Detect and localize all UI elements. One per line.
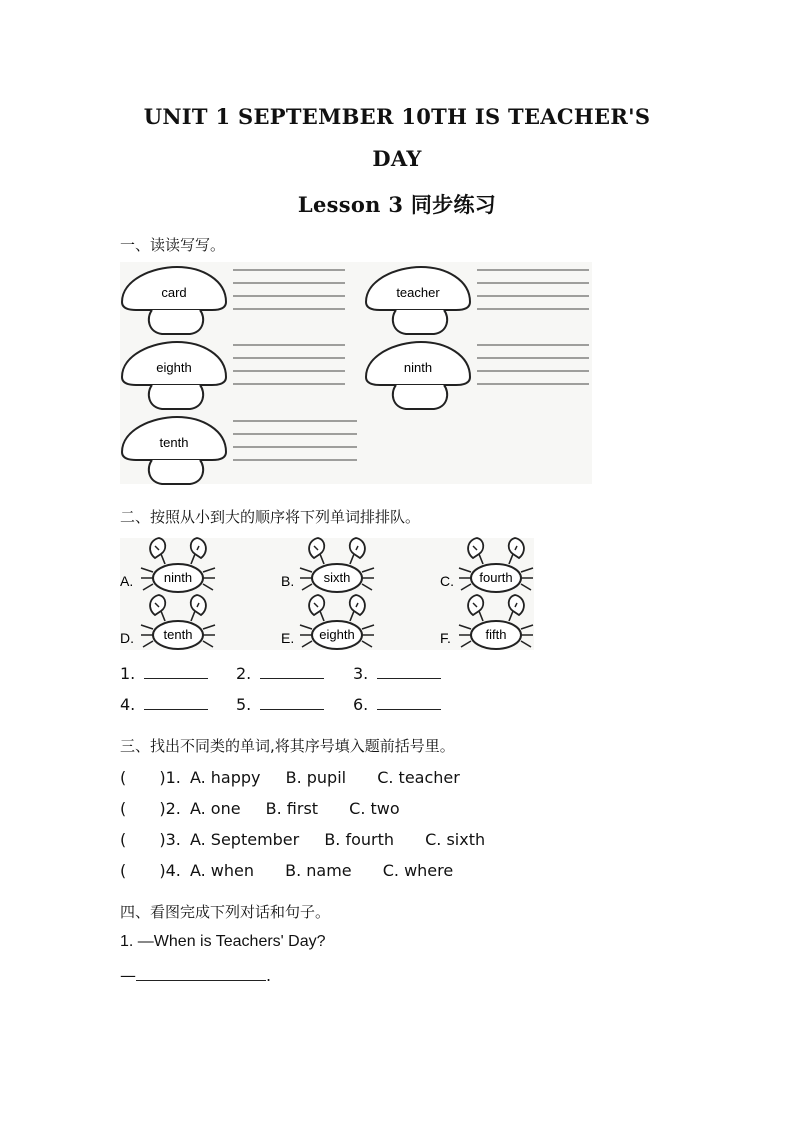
question-1-option-c: C. teacher xyxy=(377,768,460,787)
question-2 xyxy=(120,799,400,818)
question-3-number: )3. xyxy=(159,830,181,849)
answer-blank-3[interactable] xyxy=(377,664,441,679)
answer-row-2 xyxy=(236,664,324,683)
question-4-option-a: A. when xyxy=(189,861,254,880)
answer-label-3: 3. xyxy=(353,664,369,683)
answer-label-4: 4. xyxy=(120,695,136,714)
question-4-option-b: B. name xyxy=(285,861,352,880)
writing-lines-teacher xyxy=(477,270,589,309)
answer-period: . xyxy=(266,966,272,985)
crab-letter-c: C. xyxy=(440,573,454,589)
question-1 xyxy=(120,768,460,787)
crab-word-d: tenth xyxy=(163,627,193,642)
answer-row-6 xyxy=(353,695,441,714)
writing-lines-tenth xyxy=(233,421,357,460)
question-2-option-a: A. one xyxy=(189,799,241,818)
question-4-option-c: C. where xyxy=(382,861,454,880)
answer-dash: — xyxy=(120,966,136,985)
answer-row-4 xyxy=(120,695,208,714)
section-4-heading: 四、看图完成下列对话和句子。 xyxy=(120,903,331,921)
answer-row-5 xyxy=(236,695,324,714)
crab-letter-b: B. xyxy=(281,573,295,589)
question-4-number: )4. xyxy=(159,861,181,880)
question-1-option-a: A. happy xyxy=(189,768,261,787)
question-3-paren: ( xyxy=(120,830,127,849)
section-3-heading: 三、找出不同类的单词,将其序号填入题前括号里。 xyxy=(120,737,455,755)
question-3-option-c: C. sixth xyxy=(425,830,486,849)
crab-letter-f: F. xyxy=(440,630,451,646)
crab-letter-e: E. xyxy=(281,630,295,646)
question-3 xyxy=(120,830,485,849)
mushroom-word-ninth: ninth xyxy=(403,360,433,375)
question-2-paren: ( xyxy=(120,799,127,818)
answer-label-5: 5. xyxy=(236,695,252,714)
crab-word-c: fourth xyxy=(479,570,513,585)
crab-letter-d: D. xyxy=(120,630,134,646)
question-1-paren: ( xyxy=(120,768,127,787)
answer-label-6: 6. xyxy=(353,695,369,714)
answer-blank-4[interactable] xyxy=(144,695,208,710)
writing-lines-eighth xyxy=(233,345,345,384)
mushroom-teacher xyxy=(366,267,470,334)
question-1-option-b: B. pupil xyxy=(285,768,347,787)
lesson-title: Lesson 3 同步练习 xyxy=(297,192,497,217)
title-line-2: DAY xyxy=(372,146,422,171)
crab-word-e: eighth xyxy=(319,627,355,642)
answer-blank-2[interactable] xyxy=(260,664,324,679)
question-3-option-b: B. fourth xyxy=(324,830,395,849)
answer-label-2: 2. xyxy=(236,664,252,683)
mushroom-card xyxy=(122,267,226,334)
crab-word-a: ninth xyxy=(163,570,193,585)
question-3-option-a: A. September xyxy=(189,830,300,849)
writing-lines-ninth xyxy=(477,345,589,384)
mushroom-word-tenth: tenth xyxy=(159,435,189,450)
section-4-question-1: 1. —When is Teachers' Day? xyxy=(120,933,326,950)
answer-label-1: 1. xyxy=(120,664,136,683)
mushroom-ninth xyxy=(366,342,470,409)
question-2-number: )2. xyxy=(159,799,181,818)
section-4-answer-blank[interactable] xyxy=(136,966,266,981)
crab-word-b: sixth xyxy=(323,570,351,585)
answer-row-1 xyxy=(120,664,208,683)
mushroom-word-teacher: teacher xyxy=(396,285,440,300)
answer-blank-5[interactable] xyxy=(260,695,324,710)
writing-lines-card xyxy=(233,270,345,309)
question-4 xyxy=(120,861,453,880)
mushroom-tenth xyxy=(122,417,226,484)
question-2-option-c: C. two xyxy=(349,799,400,818)
answer-row-3 xyxy=(353,664,441,683)
mushroom-word-eighth: eighth xyxy=(156,360,192,375)
title-line-1: UNIT 1 SEPTEMBER 10TH IS TEACHER'S xyxy=(143,104,651,129)
question-1-number: )1. xyxy=(159,768,181,787)
answer-blank-6[interactable] xyxy=(377,695,441,710)
crab-letter-a: A. xyxy=(120,573,134,589)
mushroom-eighth xyxy=(122,342,226,409)
question-4-paren: ( xyxy=(120,861,127,880)
crab-word-f: fifth xyxy=(485,627,507,642)
section-4-answer-1 xyxy=(120,966,271,985)
mushroom-word-card: card xyxy=(161,285,187,300)
question-2-option-b: B. first xyxy=(265,799,319,818)
section-1-heading: 一、读读写写。 xyxy=(120,236,226,254)
section-2-heading: 二、按照从小到大的顺序将下列单词排排队。 xyxy=(120,508,421,526)
answer-blank-1[interactable] xyxy=(144,664,208,679)
